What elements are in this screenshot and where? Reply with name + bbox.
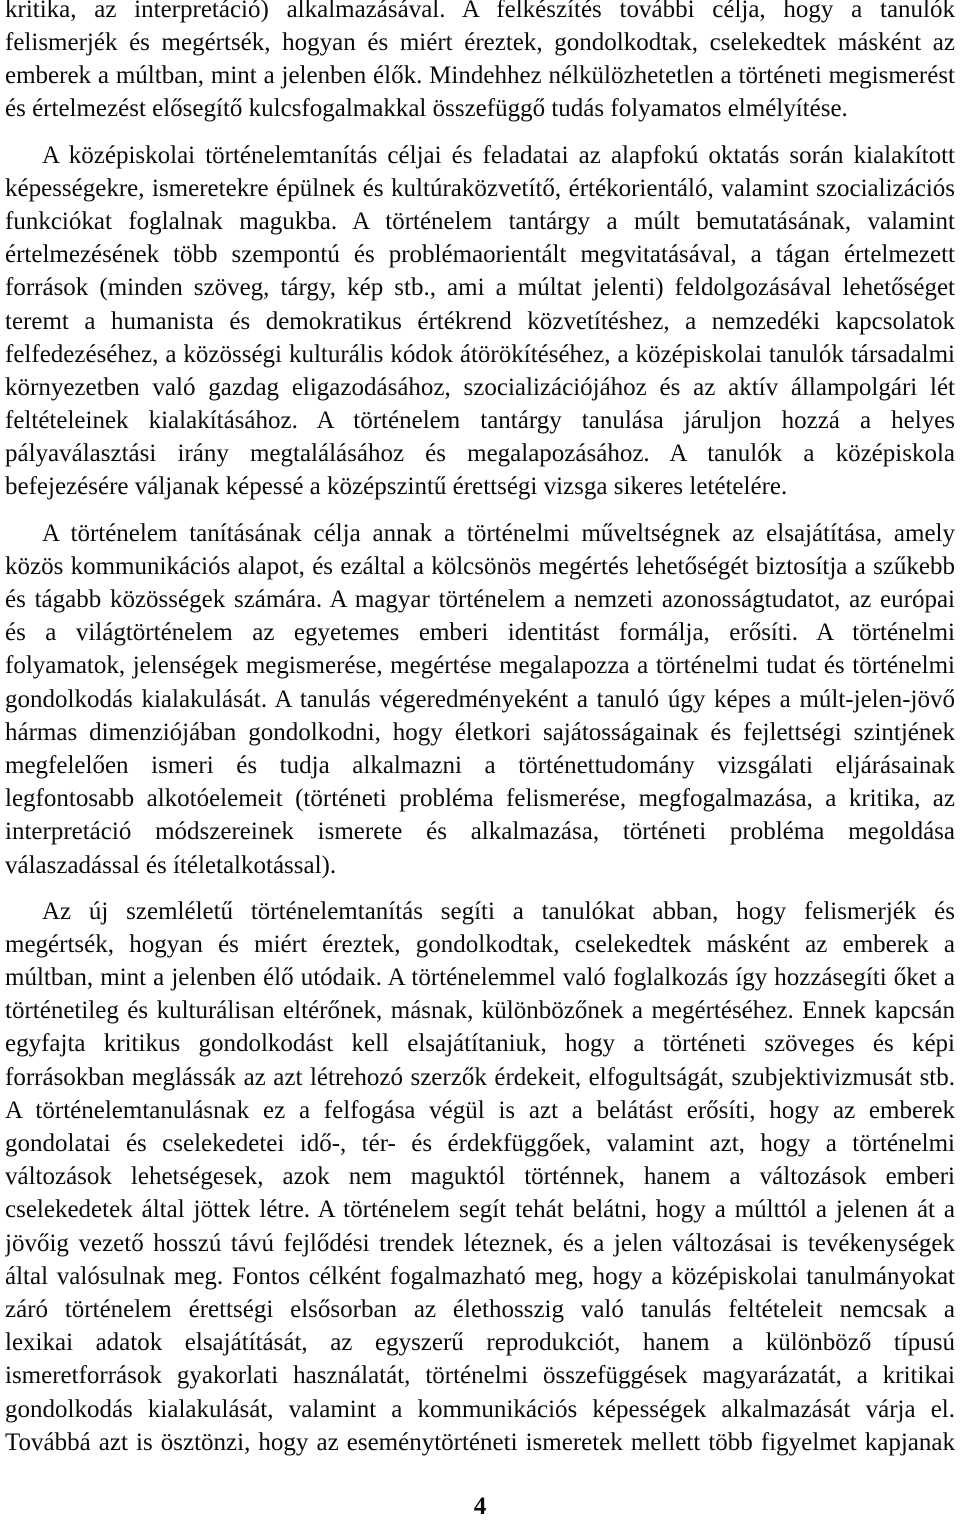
text-line: válaszadással és ítéletalkotással). [5, 851, 337, 879]
text-line: ismeretforrások gyakorlati használatát, történelmi összefüggések magyarázatát, a kritikai [5, 1362, 955, 1390]
text-line: gondolkodás kialakulását, valamint a kommunikációs képességek alkalmazását várja el. [5, 1395, 955, 1423]
paragraph-1 [5, 0, 955, 126]
text-line: megértsék, hogyan és miért éreztek, gondolkodtak, cselekedtek másként az emberek a [5, 930, 955, 958]
text-line: cselekedetek által jöttek létre. A történelem segít tehát belátni, hogy a múlttól a jelenen át a [5, 1196, 955, 1224]
text-line: és tágabb közösségek számára. A magyar történelem a nemzeti azonosságtudatot, az európai [5, 586, 955, 613]
page-number: 4 [473, 1493, 487, 1520]
text-line: legfontosabb alkotóelemeit (történeti probléma felismerése, megfogalmazása, a kritika, az [5, 785, 955, 813]
text-line: múltban, mint a jelenben élő utódaik. A történelemmel való foglalkozás így hozzásegíti őket a [5, 964, 955, 992]
text-line: lexikai adatok elsajátítását, az egyszerű reprodukciót, hanem a különböző típusú [5, 1329, 955, 1357]
text-line: képességekre, ismeretekre épülnek és kultúraközvetítő, értékorientáló, valamint szocializációs [5, 174, 955, 202]
text-line: közös kommunikációs alapot, és ezáltal a kölcsönös megértés lehetőségét biztosítja a szűkebb [5, 552, 955, 580]
text-line: hármas dimenziójában gondolkodni, hogy életkori sajátosságainak és fejlettségi szintjének [5, 718, 955, 746]
text-line: interpretáció módszereinek ismerete és alkalmazása, történeti probléma megoldása [5, 818, 955, 846]
text-line: felismerjék és megértsék, hogyan és miért éreztek, gondolkodtak, cselekedtek másként az [5, 29, 955, 56]
text-line: befejezésére váljanak képessé a középszintű érettségi vizsga sikeres letételére. [5, 473, 788, 501]
text-line: források (minden szöveg, tárgy, kép stb., ami a múltat jelenti) feldolgozásával lehetőséget [5, 274, 955, 302]
text-line: változások lehetségesek, azok nem maguktól történnek, hanem a változások emberi [5, 1163, 955, 1191]
text-line: pályaválasztási irány megtalálásához és megalapozásához. A tanulók a középiskola [5, 440, 955, 468]
text-line: gondolkodás kialakulását. A tanulás végeredményeként a tanuló úgy képes a múlt-jelen-jövő [5, 685, 955, 713]
text-line: forrásokban meglássák az azt létrehozó szerzők érdekeit, elfogultságát, szubjektivizmusát stb. [5, 1063, 955, 1091]
text-line: történetileg és kulturálisan eltérőnek, másnak, különbözőnek a megértéséhez. Ennek kapcsán [5, 997, 955, 1025]
text-line: által valósulnak meg. Fontos célként fogalmazható meg, hogy a középiskolai tanulmányokat [5, 1262, 955, 1290]
text-line: teremt a humanista és demokratikus értékrend közvetítéshez, a nemzedéki kapcsolatok [5, 307, 955, 335]
document-body [5, 0, 955, 1459]
text-line: megfelelően ismeri és tudja alkalmazni a történettudomány vizsgálati eljárásainak [5, 751, 955, 779]
text-line: jövőig vezető hosszú távú fejlődési trendek léteznek, és a jelen változásai is tevékenységek [5, 1229, 955, 1257]
text-line: feltételeinek kialakításához. A történelem tantárgy tanulása járuljon hozzá a helyes [5, 407, 955, 435]
text-line: emberek a múltban, mint a jelenben élők. Mindehhez nélkülözhetetlen a történeti megismerést [5, 62, 955, 90]
text-line: felfedezéséhez, a közösségi kulturális kódok átörökítéséhez, a középiskolai tanulók társadalmi [5, 340, 955, 368]
text-line: folyamatok, jelenségek megismerése, megértése megalapozza a történelmi tudat és történelmi [5, 652, 955, 680]
text-line: környezetben való gazdag eligazodásához, szocializációjához és az aktív állampolgári lét [5, 373, 955, 401]
text-line: egyfajta kritikus gondolkodást kell elsajátítaniuk, hogy a történeti szöveges és képi [5, 1030, 955, 1058]
text-line: kritika, az interpretáció) alkalmazásával. A felkészítés további célja, hogy a tanulók [5, 0, 955, 23]
text-line: A történelemtanulásnak ez a felfogása végül is azt a belátást erősíti, hogy az emberek [5, 1096, 955, 1124]
text-line: Az új szemléletű történelemtanítás segíti a tanulókat abban, hogy felismerjék és [42, 897, 955, 925]
text-line: záró történelem érettségi elsősorban az élethosszig való tanulás feltételeit nemcsak a [5, 1295, 955, 1323]
text-line: A középiskolai történelemtanítás céljai és feladatai az alapfokú oktatás során kialakított [42, 141, 955, 169]
paragraph-4 [5, 895, 955, 1459]
paragraph-2 [5, 139, 955, 504]
text-line: Továbbá azt is ösztönzi, hogy az eseménytörténeti ismeretek mellett több figyelmet kapjanak [5, 1428, 955, 1456]
text-line: értelmezésének több szempontú és problémaorientált megvitatásával, a tágan értelmezett [5, 241, 955, 269]
text-line: és a világtörténelem az egyetemes emberi identitást formálja, erősíti. A történelmi [5, 619, 955, 647]
text-line: és értelmezést elősegítő kulcsfogalmakkal összefüggő tudás folyamatos elmélyítése. [5, 95, 848, 123]
text-line: funkciókat foglalnak magukba. A történelem tantárgy a múlt bemutatásának, valamint [5, 207, 955, 235]
text-line: A történelem tanításának célja annak a történelmi műveltségnek az elsajátítása, amely [42, 519, 955, 547]
text-line: gondolatai és cselekedetei idő-, tér- és érdekfüggőek, valamint azt, hogy a történelmi [5, 1130, 955, 1157]
paragraph-3 [5, 517, 955, 882]
